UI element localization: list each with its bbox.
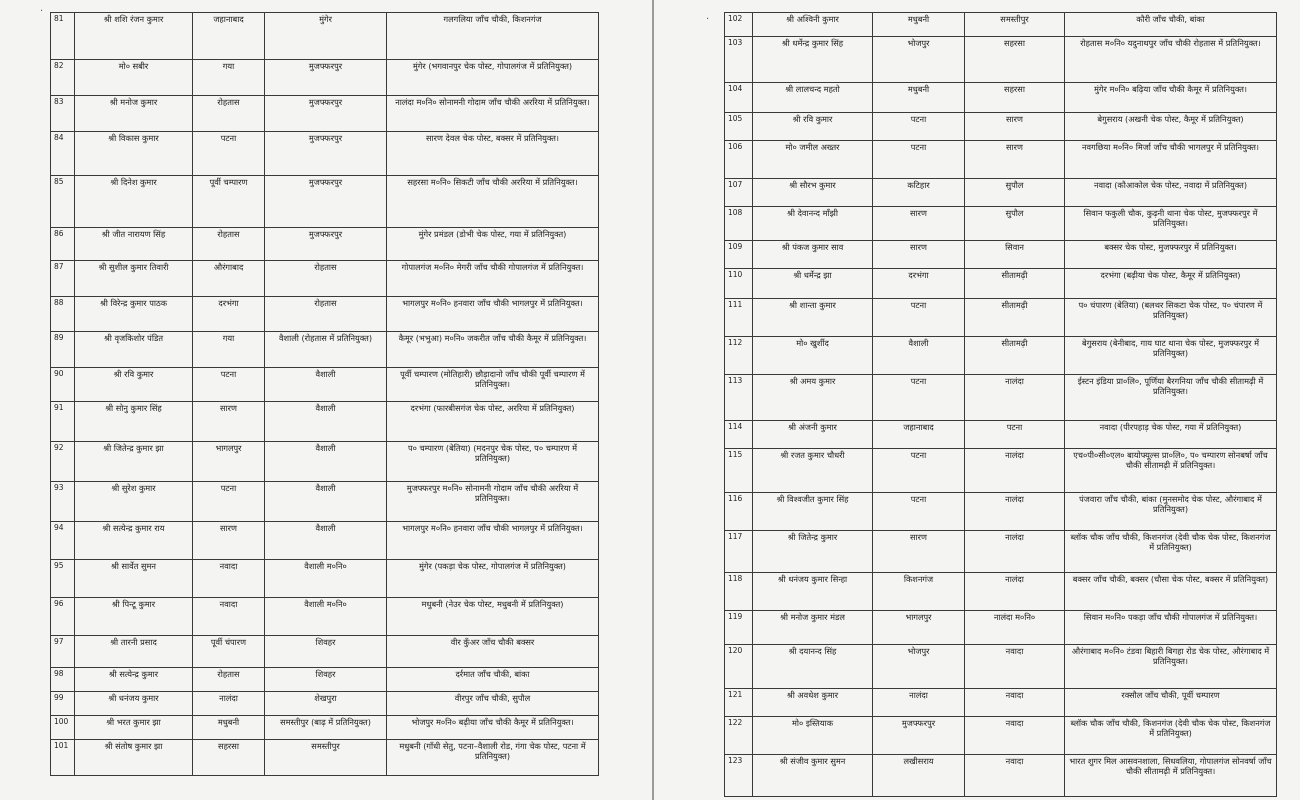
home-district-cell: जहानाबाद [873,421,965,449]
officer-name-cell: श्री रजत कुमार चौधरी [753,449,873,493]
new-posting-cell: वीर कुँअर जाँच चौकी बक्सर [387,636,599,668]
serial-number-cell: 122 [725,717,753,755]
document-page-right [654,0,1300,800]
serial-number-cell: 98 [51,668,75,692]
table-row [51,261,599,297]
serial-number-cell: 100 [51,716,75,740]
new-posting-cell: बक्सर चेक पोस्ट, मुजफ्फरपुर में प्रतिनियुक्त। [1065,241,1277,269]
new-posting-cell: भारत शुगर मिल आसवनशाला, सिधवलिया, गोपालगंज सोनवर्षा जाँच चौकी सीतामढ़ी में प्रतिनियुक्त। [1065,755,1277,797]
serial-number-cell: 94 [51,522,75,560]
home-district-cell: नवादा [193,598,265,636]
officer-name-cell: मो० इस्तियाक [753,717,873,755]
current-posting-cell: समस्तीपुर [265,740,387,776]
new-posting-cell: सिवान फकुली चौक, कुढ़नी थाना चेक पोस्ट, मुजफ्फरपुर में प्रतिनियुक्त। [1065,207,1277,241]
new-posting-cell: रोहतास म०नि० यदुनाथपुर जाँच चौकी रोहतास में प्रतिनियुक्त। [1065,37,1277,83]
table-row [51,598,599,636]
home-district-cell: मधुबनी [873,83,965,113]
serial-number-cell: 88 [51,297,75,332]
home-district-cell: सारण [193,402,265,442]
home-district-cell: दरभंगा [873,269,965,299]
home-district-cell: रोहतास [193,228,265,261]
serial-number-cell: 112 [725,337,753,375]
home-district-cell: सारण [193,522,265,560]
home-district-cell: पटना [873,375,965,421]
current-posting-cell: नालंदा [965,573,1065,611]
table-row [51,740,599,776]
current-posting-cell: समस्तीपुर (बाढ़ में प्रतिनियुक्त) [265,716,387,740]
table-row [725,611,1277,645]
new-posting-cell: बेगुसराय (अखनी चेक पोस्ट, कैमूर में प्रतिनियुक्त) [1065,113,1277,141]
table-row [51,668,599,692]
current-posting-cell: वैशाली (रोहतास में प्रतिनियुक्त) [265,332,387,368]
home-district-cell: कटिहार [873,179,965,207]
new-posting-cell: पूर्वी चम्पारण (मोतिहारी) छौड़ादानो जाँच चौकी पूर्वी चम्पारण में प्रतिनियुक्त। [387,368,599,402]
current-posting-cell: सारण [965,113,1065,141]
serial-number-cell: 113 [725,375,753,421]
current-posting-cell: शिवहर [265,636,387,668]
officer-name-cell: मो० खुर्शीद [753,337,873,375]
serial-number-cell: 110 [725,269,753,299]
home-district-cell: मधुबनी [193,716,265,740]
table-row [725,113,1277,141]
home-district-cell: सारण [873,207,965,241]
table-row [725,337,1277,375]
officer-name-cell: श्री विरेन्द्र कुमार पाठक [75,297,193,332]
serial-number-cell: 111 [725,299,753,337]
home-district-cell: वैशाली [873,337,965,375]
officer-name-cell: श्री सुरेश कुमार [75,482,193,522]
officer-name-cell: श्री सत्येन्द्र कुमार [75,668,193,692]
officer-name-cell: श्री भरत कुमार झा [75,716,193,740]
table-row [725,83,1277,113]
officer-name-cell: श्री सोनु कुमार सिंह [75,402,193,442]
home-district-cell: भोजपुर [873,37,965,83]
new-posting-cell: बेगुसराय (बेनीबाद, गाय घाट थाना चेक पोस्ट, मुजफ्फरपुर में प्रतिनियुक्त) [1065,337,1277,375]
officer-name-cell: श्री संजीव कुमार सुमन [753,755,873,797]
serial-number-cell: 115 [725,449,753,493]
officer-name-cell: श्री जीत नारायण सिंह [75,228,193,261]
officer-name-cell: श्री पंकज कुमार साव [753,241,873,269]
home-district-cell: मुजफ्फरपुर [873,717,965,755]
officer-name-cell: श्री शान्ता कुमार [753,299,873,337]
new-posting-cell: सारण देवल चेक पोस्ट, बक्सर में प्रतिनियुक्त। [387,132,599,176]
current-posting-cell: मुजफ्फरपुर [265,96,387,132]
table-row [51,368,599,402]
new-posting-cell: मुंगेर (पकड़ा चेक पोस्ट, गोपालगंज में प्रतिनियुक्त) [387,560,599,598]
table-row [725,645,1277,689]
new-posting-cell: मधुबनी (गाँधी सेतु, पटना–वैशाली रोड, गंगा चेक पोस्ट, पटना में प्रतिनियुक्त) [387,740,599,776]
new-posting-cell: नवगछिया म०नि० मिर्जा जाँच चौकी भागलपुर में प्रतिनियुक्त। [1065,141,1277,179]
officer-name-cell: श्री मनोज कुमार [75,96,193,132]
officer-name-cell: श्री लालचन्द महतो [753,83,873,113]
home-district-cell: गया [193,332,265,368]
current-posting-cell: नालंदा म०नि० [965,611,1065,645]
current-posting-cell: नालंदा [965,493,1065,531]
new-posting-cell: मधुबनी (नेउर चेक पोस्ट, मधुबनी में प्रतिनियुक्त) [387,598,599,636]
serial-number-cell: 90 [51,368,75,402]
officer-name-cell: श्री मनोज कुमार मंडल [753,611,873,645]
new-posting-cell: भागलपुर म०नि० हनवारा जाँच चौकी भागलपुर में प्रतिनियुक्त। [387,522,599,560]
new-posting-cell: एच०पी०सी०एल० बायोफ्यूल्स प्रा०लि०, प० चम्पारण सोनबर्षा जाँच चौकी सीतामढ़ी में प्रतिनियुक्त। [1065,449,1277,493]
officer-name-cell: श्री सत्येन्द्र कुमार राय [75,522,193,560]
home-district-cell: नालंदा [193,692,265,716]
officer-name-cell: श्री तारनी प्रसाद [75,636,193,668]
current-posting-cell: सीतामढ़ी [965,337,1065,375]
officer-name-cell: श्री अंजनी कुमार [753,421,873,449]
posting-table-right [724,12,1277,797]
home-district-cell: पटना [193,482,265,522]
officer-name-cell: श्री जितेन्द्र कुमार [753,531,873,573]
serial-number-cell: 123 [725,755,753,797]
home-district-cell: रोहतास [193,668,265,692]
table-row [725,573,1277,611]
table-row [725,269,1277,299]
home-district-cell: पटना [873,141,965,179]
table-row [51,297,599,332]
table-row [725,493,1277,531]
serial-number-cell: 108 [725,207,753,241]
new-posting-cell: औरंगाबाद म०नि० टंडवा बिहारी बिगहा रोड चेक पोस्ट, औरंगाबाद में प्रतिनियुक्त। [1065,645,1277,689]
serial-number-cell: 81 [51,13,75,60]
home-district-cell: नालंदा [873,689,965,717]
new-posting-cell: मुजफ्फरपुर म०नि० सोनामनी गोदाम जाँच चौकी अररिया में प्रतिनियुक्त। [387,482,599,522]
officer-name-cell: मो० जमील अख्तर [753,141,873,179]
home-district-cell: पटना [873,449,965,493]
current-posting-cell: वैशाली म०नि० [265,598,387,636]
officer-name-cell: श्री अश्विनी कुमार [753,13,873,37]
current-posting-cell: नवादा [965,755,1065,797]
new-posting-cell: प० चम्पारण (बेतिया) (मदनपुर चेक पोस्ट, प० चम्पारण में प्रतिनियुक्त) [387,442,599,482]
serial-number-cell: 106 [725,141,753,179]
serial-number-cell: 107 [725,179,753,207]
current-posting-cell: सीतामढ़ी [965,269,1065,299]
serial-number-cell: 87 [51,261,75,297]
current-posting-cell: नालंदा [965,531,1065,573]
table-row [51,332,599,368]
table-row [725,375,1277,421]
current-posting-cell: सारण [965,141,1065,179]
new-posting-cell: वीरपुर जाँच चौकी, सुपौल [387,692,599,716]
new-posting-cell: दरभंगा (फारबीसगंज चेक पोस्ट, अररिया में प्रतिनियुक्त) [387,402,599,442]
current-posting-cell: वैशाली [265,402,387,442]
home-district-cell: नवादा [193,560,265,598]
new-posting-cell: सहरसा म०नि० सिकटी जाँच चौकी अररिया में प्रतिनियुक्त। [387,176,599,228]
new-posting-cell: गोपालगंज म०नि० मेगरी जाँच चौकी गोपालगंज में प्रतिनियुक्त। [387,261,599,297]
home-district-cell: भागलपुर [193,442,265,482]
scan-mark: · [706,14,710,25]
serial-number-cell: 91 [51,402,75,442]
table-row [51,442,599,482]
officer-name-cell: मो० सबीर [75,60,193,96]
current-posting-cell: वैशाली म०नि० [265,560,387,598]
serial-number-cell: 89 [51,332,75,368]
current-posting-cell: मुजफ्फरपुर [265,176,387,228]
current-posting-cell: सुपौल [965,207,1065,241]
scan-mark: · [40,6,44,17]
officer-name-cell: श्री सार्वेत सुमन [75,560,193,598]
serial-number-cell: 114 [725,421,753,449]
new-posting-cell: कौरी जाँच चौकी, बांका [1065,13,1277,37]
serial-number-cell: 118 [725,573,753,611]
officer-name-cell: श्री धनंजय कुमार सिन्हा [753,573,873,611]
officer-name-cell: श्री अमय कुमार [753,375,873,421]
officer-name-cell: श्री संतोष कुमार झा [75,740,193,776]
table-row [51,522,599,560]
table-row [725,241,1277,269]
officer-name-cell: श्री रवि कुमार [75,368,193,402]
serial-number-cell: 103 [725,37,753,83]
current-posting-cell: नवादा [965,645,1065,689]
officer-name-cell: श्री सुशील कुमार तिवारी [75,261,193,297]
table-row [51,716,599,740]
new-posting-cell: ब्लॉक चौक जाँच चौकी, किशनगंज (देवी चौक चेक पोस्ट, किशनगंज में प्रतिनियुक्त) [1065,717,1277,755]
current-posting-cell: वैशाली [265,368,387,402]
serial-number-cell: 105 [725,113,753,141]
new-posting-cell: बक्सर जाँच चौकी, बक्सर (चौसा चेक पोस्ट, बक्सर में प्रतिनियुक्त) [1065,573,1277,611]
table-row [725,179,1277,207]
serial-number-cell: 109 [725,241,753,269]
current-posting-cell: सीतामढ़ी [965,299,1065,337]
new-posting-cell: मुंगेर (भगवानपुर चेक पोस्ट, गोपालगंज में प्रतिनियुक्त) [387,60,599,96]
officer-name-cell: श्री रवि कुमार [753,113,873,141]
officer-name-cell: श्री देवानन्द माँझी [753,207,873,241]
officer-name-cell: श्री वृजकिशोर पंडित [75,332,193,368]
home-district-cell: दरभंगा [193,297,265,332]
serial-number-cell: 82 [51,60,75,96]
new-posting-cell: नवादा (पीरपहाड़ चेक पोस्ट, गया में प्रतिनियुक्त) [1065,421,1277,449]
serial-number-cell: 95 [51,560,75,598]
new-posting-cell: नालंदा म०नि० सोनामनी गोदाम जाँच चौकी अररिया में प्रतिनियुक्त। [387,96,599,132]
serial-number-cell: 102 [725,13,753,37]
serial-number-cell: 119 [725,611,753,645]
home-district-cell: पटना [873,299,965,337]
new-posting-cell: भोजपुर म०नि० बढ़ीया जाँच चौकी कैमूर में प्रतिनियुक्त। [387,716,599,740]
current-posting-cell: नवादा [965,717,1065,755]
home-district-cell: भोजपुर [873,645,965,689]
current-posting-cell: वैशाली [265,442,387,482]
officer-name-cell: श्री जितेन्द्र कुमार झा [75,442,193,482]
table-row [51,228,599,261]
home-district-cell: मधुबनी [873,13,965,37]
home-district-cell: सारण [873,531,965,573]
officer-name-cell: श्री विकास कुमार [75,132,193,176]
home-district-cell: सहरसा [193,740,265,776]
officer-name-cell: श्री धर्मेन्द्र झा [753,269,873,299]
serial-number-cell: 117 [725,531,753,573]
table-row [725,299,1277,337]
current-posting-cell: नवादा [965,689,1065,717]
new-posting-cell: सिवान म०नि० पकड़ा जाँच चौकी गोपालगंज में प्रतिनियुक्त। [1065,611,1277,645]
home-district-cell: पटना [873,493,965,531]
serial-number-cell: 93 [51,482,75,522]
home-district-cell: भागलपुर [873,611,965,645]
home-district-cell: पटना [193,368,265,402]
new-posting-cell: मुंगेर प्रमंडल (डोभी चेक पोस्ट, गया में प्रतिनियुक्त) [387,228,599,261]
new-posting-cell: ब्लॉक चौक जाँच चौकी, किशनगंज (देवी चौक चेक पोस्ट, किशनगंज में प्रतिनियुक्त) [1065,531,1277,573]
new-posting-cell: दरभंगा (बढ़ीया चेक पोस्ट, कैमूर में प्रतिनियुक्त) [1065,269,1277,299]
new-posting-cell: गलगलिया जाँच चौकी, किशनगंज [387,13,599,60]
table-row [725,37,1277,83]
new-posting-cell: नवादा (कौआकोल चेक पोस्ट, नवादा में प्रतिनियुक्त) [1065,179,1277,207]
table-row [51,132,599,176]
home-district-cell: पटना [193,132,265,176]
current-posting-cell: रोहतास [265,297,387,332]
new-posting-cell: दर्रमात जाँच चौकी, बांका [387,668,599,692]
home-district-cell: जहानाबाद [193,13,265,60]
current-posting-cell: रोहतास [265,261,387,297]
officer-name-cell: श्री सौरभ कुमार [753,179,873,207]
current-posting-cell: पटना [965,421,1065,449]
table-row [51,482,599,522]
current-posting-cell: नालंदा [965,375,1065,421]
serial-number-cell: 120 [725,645,753,689]
officer-name-cell: श्री विश्वजीत कुमार सिंह [753,493,873,531]
table-row [725,421,1277,449]
current-posting-cell: सहरसा [965,83,1065,113]
officer-name-cell: श्री दिनेश कुमार [75,176,193,228]
serial-number-cell: 86 [51,228,75,261]
table-row [725,755,1277,797]
current-posting-cell: मुजफ्फरपुर [265,60,387,96]
table-row [51,13,599,60]
new-posting-cell: मुंगेर म०नि० बढ़िया जाँच चौकी कैमूर में प्रतिनियुक्त। [1065,83,1277,113]
serial-number-cell: 92 [51,442,75,482]
home-district-cell: रोहतास [193,96,265,132]
current-posting-cell: शिवहर [265,668,387,692]
home-district-cell: पूर्वी चंपारण [193,636,265,668]
officer-name-cell: श्री अवधेश कुमार [753,689,873,717]
home-district-cell: पूर्वी चम्पारण [193,176,265,228]
current-posting-cell: सिवान [965,241,1065,269]
serial-number-cell: 104 [725,83,753,113]
current-posting-cell: मुजफ्फरपुर [265,228,387,261]
posting-table-left [50,12,599,776]
new-posting-cell: प० चंपारण (बेतिया) (बलथर सिकटा चेक पोस्ट, प० चंपारण में प्रतिनियुक्त) [1065,299,1277,337]
new-posting-cell: ईस्टन इंडिया प्रा०लि०, पूर्णिया बैरगनिया जाँच चौकी सीतामढ़ी में प्रतिनियुक्त। [1065,375,1277,421]
home-district-cell: किशनगंज [873,573,965,611]
table-row [725,141,1277,179]
home-district-cell: लखीसराय [873,755,965,797]
new-posting-cell: रक्सौल जाँच चौकी, पूर्वी चम्पारण [1065,689,1277,717]
table-row [51,176,599,228]
serial-number-cell: 101 [51,740,75,776]
table-row [725,207,1277,241]
new-posting-cell: कैमूर (भभुआ) म०नि० जकरीत जाँच चौकी कैमूर में प्रतिनियुक्त। [387,332,599,368]
table-row [725,13,1277,37]
serial-number-cell: 99 [51,692,75,716]
current-posting-cell: सुपौल [965,179,1065,207]
table-row [725,717,1277,755]
current-posting-cell: वैशाली [265,482,387,522]
serial-number-cell: 97 [51,636,75,668]
new-posting-cell: भागलपुर म०नि० हनवारा जाँच चौकी भागलपुर में प्रतिनियुक्त। [387,297,599,332]
current-posting-cell: नालंदा [965,449,1065,493]
officer-name-cell: श्री शशि रंजन कुमार [75,13,193,60]
serial-number-cell: 121 [725,689,753,717]
table-row [51,692,599,716]
officer-name-cell: श्री पिन्टू कुमार [75,598,193,636]
table-row [51,560,599,598]
serial-number-cell: 96 [51,598,75,636]
serial-number-cell: 84 [51,132,75,176]
officer-name-cell: श्री धनंजय कुमार [75,692,193,716]
table-row [725,689,1277,717]
serial-number-cell: 83 [51,96,75,132]
table-row [725,531,1277,573]
new-posting-cell: पंजवारा जाँच चौकी, बांका (मुनसमोद चेक पोस्ट, औरंगाबाद में प्रतिनियुक्त) [1065,493,1277,531]
current-posting-cell: वैशाली [265,522,387,560]
officer-name-cell: श्री दयानन्द सिंह [753,645,873,689]
current-posting-cell: समस्तीपुर [965,13,1065,37]
table-row [725,449,1277,493]
current-posting-cell: मुजफ्फरपुर [265,132,387,176]
serial-number-cell: 85 [51,176,75,228]
home-district-cell: सारण [873,241,965,269]
officer-name-cell: श्री धर्मेन्द्र कुमार सिंह [753,37,873,83]
home-district-cell: पटना [873,113,965,141]
table-row [51,60,599,96]
table-row [51,636,599,668]
home-district-cell: औरंगाबाद [193,261,265,297]
current-posting-cell: सहरसा [965,37,1065,83]
current-posting-cell: शेखपुरा [265,692,387,716]
current-posting-cell: मुंगेर [265,13,387,60]
home-district-cell: गया [193,60,265,96]
table-row [51,402,599,442]
serial-number-cell: 116 [725,493,753,531]
table-row [51,96,599,132]
